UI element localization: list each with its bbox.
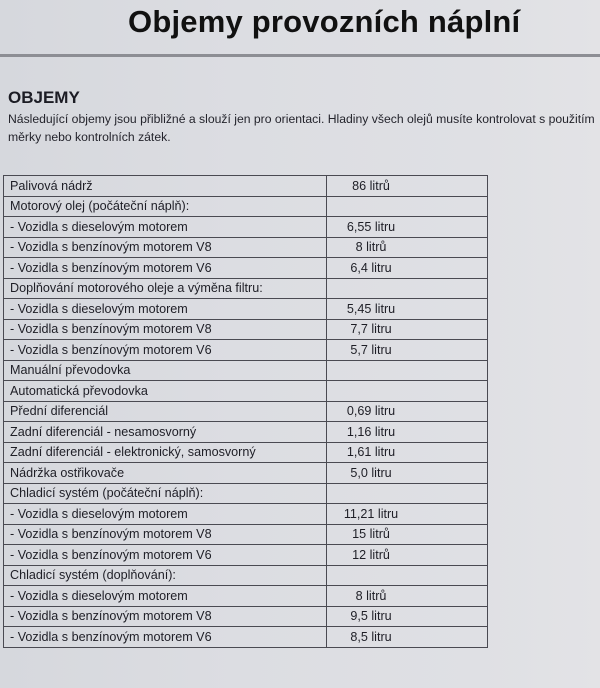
table-row [4, 381, 488, 402]
table-row [4, 176, 488, 197]
section-heading: OBJEMY [8, 88, 80, 107]
table-row [4, 360, 488, 381]
capacity-item-name: Manuální převodovka [4, 360, 327, 381]
capacity-item-value [327, 565, 488, 586]
capacity-item-value: 5,7 litru [327, 340, 488, 361]
capacity-item-name: - Vozidla s dieselovým motorem [4, 217, 327, 238]
table-row [4, 299, 488, 320]
capacity-item-name: - Vozidla s benzínovým motorem V6 [4, 340, 327, 361]
table-row [4, 545, 488, 566]
capacity-item-name: - Vozidla s benzínovým motorem V6 [4, 258, 327, 279]
page-title: Objemy provozních náplní [128, 4, 521, 39]
capacity-item-value: 12 litrů [327, 545, 488, 566]
capacity-item-value: 0,69 litru [327, 401, 488, 422]
capacity-item-name: Chladicí systém (doplňování): [4, 565, 327, 586]
capacity-item-name: - Vozidla s benzínovým motorem V8 [4, 524, 327, 545]
table-row [4, 627, 488, 648]
capacity-item-value [327, 483, 488, 504]
capacity-item-name: - Vozidla s dieselovým motorem [4, 504, 327, 525]
table-row [4, 196, 488, 217]
page-header [0, 0, 600, 56]
table-row [4, 237, 488, 258]
table-row [4, 340, 488, 361]
capacity-item-value: 86 litrů [327, 176, 488, 197]
capacity-item-name: Automatická převodovka [4, 381, 327, 402]
capacity-item-name: - Vozidla s benzínovým motorem V6 [4, 627, 327, 648]
table-row [4, 524, 488, 545]
capacity-item-name: - Vozidla s benzínovým motorem V8 [4, 319, 327, 340]
capacity-item-value: 9,5 litru [327, 606, 488, 627]
table-row [4, 319, 488, 340]
table-row [4, 565, 488, 586]
capacity-item-name: Chladicí systém (počáteční náplň): [4, 483, 327, 504]
capacities-table-body [4, 176, 488, 648]
capacity-item-name: Přední diferenciál [4, 401, 327, 422]
header-divider [0, 54, 600, 57]
table-row [4, 422, 488, 443]
capacity-item-name: Zadní diferenciál - nesamosvorný [4, 422, 327, 443]
capacity-item-name: - Vozidla s benzínovým motorem V8 [4, 237, 327, 258]
capacity-item-value [327, 360, 488, 381]
capacity-item-value: 15 litrů [327, 524, 488, 545]
capacity-item-name: Nádržka ostřikovače [4, 463, 327, 484]
table-row [4, 278, 488, 299]
capacity-item-name: - Vozidla s benzínovým motorem V8 [4, 606, 327, 627]
capacity-item-value: 11,21 litru [327, 504, 488, 525]
capacity-item-value [327, 278, 488, 299]
capacity-item-value: 6,4 litru [327, 258, 488, 279]
table-row [4, 606, 488, 627]
capacity-item-value: 7,7 litru [327, 319, 488, 340]
table-row [4, 504, 488, 525]
capacities-table [3, 175, 488, 648]
table-row [4, 463, 488, 484]
capacity-item-name: - Vozidla s benzínovým motorem V6 [4, 545, 327, 566]
capacity-item-name: Palivová nádrž [4, 176, 327, 197]
capacity-item-value: 8 litrů [327, 586, 488, 607]
table-row [4, 442, 488, 463]
capacity-item-name: - Vozidla s dieselovým motorem [4, 299, 327, 320]
capacity-item-value: 1,61 litru [327, 442, 488, 463]
capacity-item-value: 8 litrů [327, 237, 488, 258]
capacity-item-value: 6,55 litru [327, 217, 488, 238]
capacity-item-value: 5,0 litru [327, 463, 488, 484]
capacity-item-value: 5,45 litru [327, 299, 488, 320]
capacity-item-name: Motorový olej (počáteční náplň): [4, 196, 327, 217]
capacity-item-name: Doplňování motorového oleje a výměna filtru: [4, 278, 327, 299]
intro-paragraph: Následující objemy jsou přibližné a slouží jen pro orientaci. Hladiny všech olejů musíte kontrolovat s použitím měrky nebo kontrolních zátek. [8, 112, 595, 144]
capacity-item-value [327, 381, 488, 402]
capacity-item-value [327, 196, 488, 217]
capacity-item-value: 8,5 litru [327, 627, 488, 648]
capacity-item-name: - Vozidla s dieselovým motorem [4, 586, 327, 607]
table-row [4, 586, 488, 607]
capacity-item-name: Zadní diferenciál - elektronický, samosvorný [4, 442, 327, 463]
table-row [4, 401, 488, 422]
table-row [4, 258, 488, 279]
table-row [4, 483, 488, 504]
table-row [4, 217, 488, 238]
capacity-item-value: 1,16 litru [327, 422, 488, 443]
